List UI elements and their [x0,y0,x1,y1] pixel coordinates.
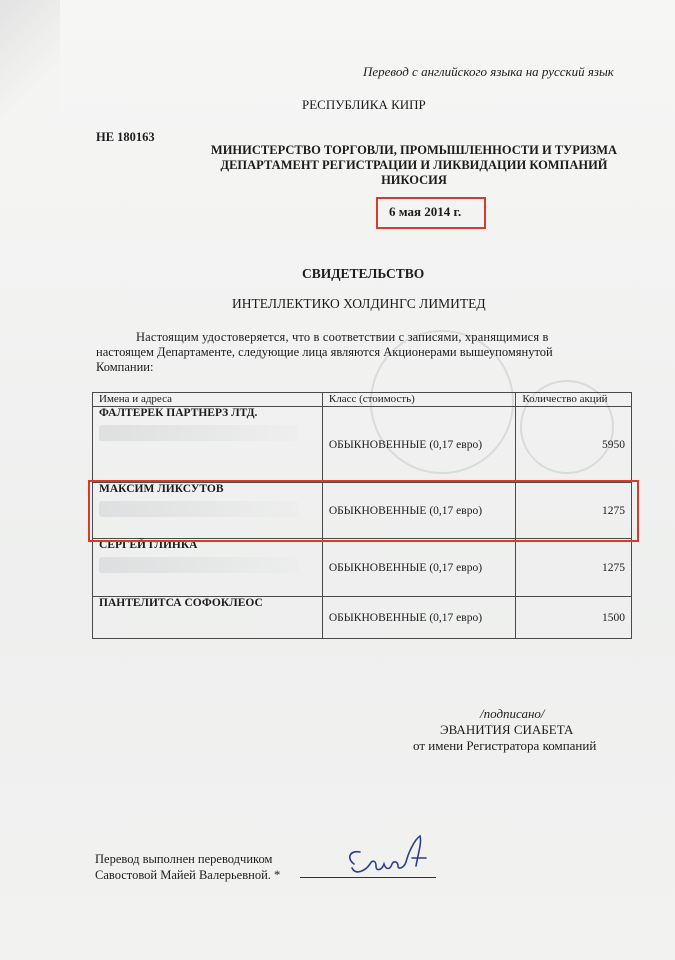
share-quantity-cell: 1275 [516,539,632,597]
shareholder-cell [93,407,323,483]
document-date: 6 мая 2014 г. [389,204,462,219]
signatory-role: от имени Регистратора компаний [413,738,597,753]
document-number: HE 180163 [96,130,155,144]
company-name: ИНТЕЛЛЕКТИКО ХОЛДИНГС ЛИМИТЕД [232,296,486,311]
redacted-address [99,557,299,573]
translator-handwritten-signature [342,830,452,890]
redacted-address [99,425,299,441]
shareholder-cell [93,597,323,639]
header-names: Имена и адреса [93,393,323,407]
signed-note: /подписано/ [480,706,545,721]
signature-stroke [350,836,426,872]
share-quantity-cell: 1275 [516,483,632,539]
translation-note: Перевод с английского языка на русский язык [363,64,614,79]
shareholder-cell [93,539,323,597]
share-quantity-cell: 5950 [516,407,632,483]
header-quantity: Количество акций [516,393,632,407]
header-class: Класс (стоимость) [322,393,515,407]
body-text-line-3: Компании: [96,360,154,374]
city: НИКОСИЯ [381,173,447,187]
ministry-line-1: МИНИСТЕРСТВО ТОРГОВЛИ, ПРОМЫШЛЕННОСТИ И ТУРИЗМА [210,143,618,157]
ministry-line-2: ДЕПАРТАМЕНТ РЕГИСТРАЦИИ И ЛИКВИДАЦИИ КОМПАНИЙ [220,158,608,172]
share-class-cell: ОБЫКНОВЕННЫЕ (0,17 евро) [322,597,515,639]
translator-line-2: Савостовой Майей Валерьевной. * [95,868,281,882]
share-quantity-cell: 1500 [516,597,632,639]
share-class-cell: ОБЫКНОВЕННЫЕ (0,17 евро) [322,407,515,483]
shareholder-name: МАКСИМ ЛИКСУТОВ [99,483,224,495]
page-fold-shadow [0,0,60,150]
table-row [93,597,632,639]
table-header-row [93,393,632,407]
shareholder-name: ПАНТЕЛИТСА СОФОКЛЕОС [99,597,263,609]
table-row [93,539,632,597]
certificate-title: СВИДЕТЕЛЬСТВО [302,266,425,281]
shareholder-highlight-box [88,480,639,542]
signatory-name: ЭВАНИТИЯ СИАБЕТА [440,722,574,737]
body-text-line-2: настоящем Департаменте, следующие лица являются Акционерами вышеупомянутой [96,345,553,359]
translator-line-1: Перевод выполнен переводчиком [95,852,273,866]
shareholder-name: СЕРГЕЙ ГЛИНКА [99,539,198,551]
body-text-line-1: Настоящим удостоверяется, что в соответствии с записями, хранящимися в [136,330,549,344]
republic-heading: РЕСПУБЛИКА КИПР [302,97,426,112]
share-class-cell: ОБЫКНОВЕННЫЕ (0,17 евро) [322,539,515,597]
shareholder-name: ФАЛТЕРЕК ПАРТНЕРЗ ЛТД. [99,407,258,419]
table-row [93,407,632,483]
share-class-cell: ОБЫКНОВЕННЫЕ (0,17 евро) [322,483,515,539]
